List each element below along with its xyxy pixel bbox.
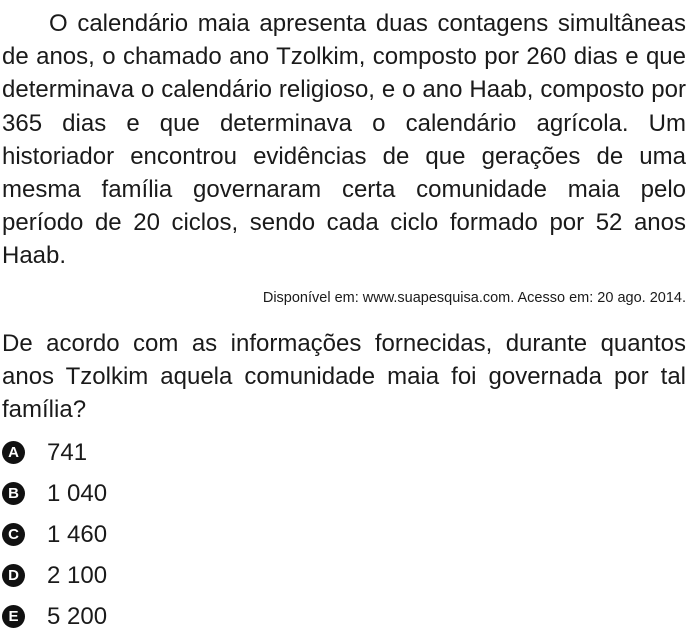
option-a-letter-badge: A	[2, 441, 25, 464]
answer-options	[2, 432, 107, 637]
option-c[interactable]	[2, 514, 107, 555]
passage-text: O calendário maia apresenta duas contagens simultâneas de anos, o chamado ano Tzolkim, composto por 260 dias e que determinava o calendário religioso, e o ano Haab, composto por 365 dias e que determinava o calendário agrícola. Um historiador encontrou evidências de que gerações de uma mesma família governaram certa comunidade maia pelo período de 20 ciclos, sendo cada ciclo formado por 52 anos Haab.	[2, 10, 686, 270]
option-b-letter-badge: B	[2, 482, 25, 505]
option-d-letter-badge: D	[2, 564, 25, 587]
option-c-letter-badge: C	[2, 523, 25, 546]
option-d[interactable]	[2, 555, 107, 596]
option-c-value: 1 460	[47, 521, 108, 548]
option-e[interactable]	[2, 596, 107, 637]
question-text: De acordo com as informações fornecidas, durante quantos anos Tzolkim aquela comunidade maia foi governada por tal família?	[2, 330, 686, 423]
option-e-value: 5 200	[47, 603, 108, 630]
option-a-value: 741	[47, 439, 88, 466]
option-e-letter-badge: E	[2, 605, 25, 628]
source-citation: Disponível em: www.suapesquisa.com. Acesso em: 20 ago. 2014.	[262, 290, 686, 306]
option-a[interactable]	[2, 432, 107, 473]
option-b-value: 1 040	[47, 480, 108, 507]
option-d-value: 2 100	[47, 562, 108, 589]
option-b[interactable]	[2, 473, 107, 514]
